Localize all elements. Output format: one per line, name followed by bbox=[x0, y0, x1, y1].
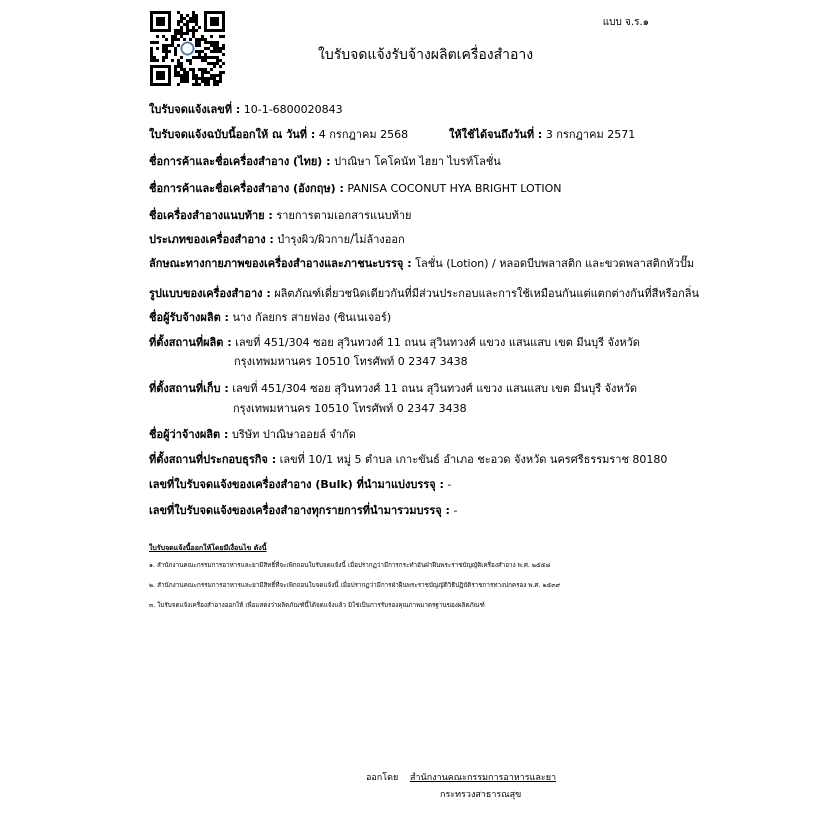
trade-name-th-value: ปาณิษา โคโคนัท ไฮยา ไบรท์โลชั่น bbox=[334, 155, 501, 168]
storage-site-line1: เลขที่ 451/304 ซอย สุวินทวงศ์ 11 ถนน สุวินทวงศ์ แขวง แสนแสบ เขต มีนบุรี จังหวัด bbox=[232, 382, 637, 395]
production-site-row bbox=[149, 333, 640, 351]
business-site-value: เลขที่ 10/1 หมู่ 5 ตำบล เกาะขันธ์ อำเภอ ชะอวด จังหวัด นครศรีธรรมราช 80180 bbox=[279, 453, 668, 466]
conditions-title: ใบรับจดแจ้งนี้ออกให้โดยมีเงื่อนไข ดังนี้ bbox=[149, 544, 267, 552]
bulk-number-label: เลขที่ใบรับจดแจ้งของเครื่องสำอาง (Bulk) ที่นำมาแบ่งบรรจุ : bbox=[149, 478, 444, 491]
issuer-name: สำนักงานคณะกรรมการอาหารและยา bbox=[410, 773, 557, 783]
condition-item-3: ๓. ใบรับจดแจ้งเครื่องสำอางออกให้ เพื่อแสดงว่าผลิตภัณฑ์นี้ได้จดแจ้งแล้ว มิใช่เป็นการรับรองคุณภาพมาตรฐานของผลิตภัณฑ์ bbox=[149, 602, 485, 609]
valid-until-row bbox=[449, 125, 635, 143]
product-pattern-label: รูปแบบของเครื่องสำอาง : bbox=[149, 287, 271, 300]
category-label: ประเภทของเครื่องสำอาง : bbox=[149, 233, 274, 246]
physical-form-row bbox=[149, 254, 694, 272]
annex-name-row bbox=[149, 206, 411, 224]
ministry-name: กระทรวงสาธารณสุข bbox=[440, 790, 522, 800]
condition-item-2: ๒. สำนักงานคณะกรรมการอาหารและยามีสิทธิ์ที่จะเพิกถอนใบจดแจ้งนี้ เมื่อปรากฏว่ามีการฝ่าฝืนพระราชบัญญัติวิธีปฏิบัติราชการทางปกครอง พ.ศ. ๒๕๓๙ bbox=[149, 582, 561, 589]
physical-form-value: โลชั่น (Lotion) / หลอดบีบพลาสติก และขวดพลาสติกหัวปั๊ม bbox=[415, 257, 695, 270]
issue-date-row bbox=[149, 125, 408, 143]
product-pattern-value: ผลิตภัณฑ์เดี่ยวชนิดเดียวกันที่มีส่วนประกอบและการใช้เหมือนกันแต่แตกต่างกันที่สีหรือกลิ่น bbox=[274, 287, 700, 300]
issued-by-label: ออกโดย bbox=[366, 773, 399, 783]
registration-number-label: ใบรับจดแจ้งเลขที่ : bbox=[149, 103, 241, 116]
hirer-name-label: ชื่อผู้ว่าจ้างผลิต : bbox=[149, 428, 229, 441]
production-site-line2: กรุงเทพมหานคร 10510 โทรศัพท์ 0 2347 3438 bbox=[234, 355, 468, 368]
trade-name-en-row bbox=[149, 179, 562, 197]
trade-name-en-value: PANISA COCONUT HYA BRIGHT LOTION bbox=[347, 182, 562, 195]
combined-number-label: เลขที่ใบรับจดแจ้งของเครื่องสำอางทุกรายการที่นำมารวมบรรจุ : bbox=[149, 504, 450, 517]
condition-item-1: ๑. สำนักงานคณะกรรมการอาหารและยามีสิทธิ์ที่จะเพิกถอนใบรับจดแจ้งนี้ เมื่อปรากฏว่ามีการกระทำอันฝ่าฝืนพระราชบัญญัติเครื่องสำอาง พ.ศ. ๒๕๕๘ bbox=[149, 562, 551, 569]
storage-site-line2: กรุงเทพมหานคร 10510 โทรศัพท์ 0 2347 3438 bbox=[233, 402, 467, 415]
storage-site-label: ที่ตั้งสถานที่เก็บ : bbox=[149, 382, 229, 395]
bulk-number-value: - bbox=[447, 478, 452, 491]
physical-form-label: ลักษณะทางกายภาพของเครื่องสำอางและภาชนะบรรจุ : bbox=[149, 257, 412, 270]
business-site-label: ที่ตั้งสถานที่ประกอบธุรกิจ : bbox=[149, 453, 277, 466]
trade-name-th-row bbox=[149, 152, 501, 170]
combined-number-value: - bbox=[453, 504, 458, 517]
combined-number-row bbox=[149, 501, 457, 519]
valid-until-value: 3 กรกฎาคม 2571 bbox=[545, 128, 636, 141]
bulk-number-row bbox=[149, 475, 451, 493]
annex-name-value: รายการตามเอกสารแนบท้าย bbox=[276, 209, 412, 222]
issue-date-label: ใบรับจดแจ้งฉบับนี้ออกให้ ณ วันที่ : bbox=[149, 128, 316, 141]
production-site-label: ที่ตั้งสถานที่ผลิต : bbox=[149, 336, 232, 349]
trade-name-en-label: ชื่อการค้าและชื่อเครื่องสำอาง (อังกฤษ) : bbox=[149, 182, 344, 195]
storage-site-row bbox=[149, 379, 637, 397]
issue-date-value: 4 กรกฎาคม 2568 bbox=[318, 128, 409, 141]
form-code: แบบ จ.ร.๑ bbox=[602, 17, 649, 28]
business-site-row bbox=[149, 450, 667, 468]
contractor-name-row bbox=[149, 308, 391, 326]
hirer-name-value: บริษัท ปาณิษาออยล์ จำกัด bbox=[231, 428, 356, 441]
annex-name-label: ชื่อเครื่องสำอางแนบท้าย : bbox=[149, 209, 273, 222]
registration-number-value: 10-1-6800020843 bbox=[243, 103, 343, 116]
valid-until-label: ให้ใช้ได้จนถึงวันที่ : bbox=[449, 128, 543, 141]
product-pattern-row bbox=[149, 284, 699, 302]
qr-code-icon bbox=[150, 11, 225, 86]
contractor-name-value: นาง กัลยกร สายฟอง (ซินเนเจอร์) bbox=[232, 311, 392, 324]
contractor-name-label: ชื่อผู้รับจ้างผลิต : bbox=[149, 311, 229, 324]
document-title: ใบรับจดแจ้งรับจ้างผลิตเครื่องสำอาง bbox=[318, 47, 534, 63]
category-value: บำรุงผิว/ผิวกาย/ไม่ล้างออก bbox=[277, 233, 405, 246]
category-row bbox=[149, 230, 405, 248]
hirer-name-row bbox=[149, 425, 356, 443]
trade-name-th-label: ชื่อการค้าและชื่อเครื่องสำอาง (ไทย) : bbox=[149, 155, 331, 168]
production-site-line1: เลขที่ 451/304 ซอย สุวินทวงศ์ 11 ถนน สุวินทวงศ์ แขวง แสนแสบ เขต มีนบุรี จังหวัด bbox=[235, 336, 640, 349]
registration-number-row bbox=[149, 100, 343, 118]
